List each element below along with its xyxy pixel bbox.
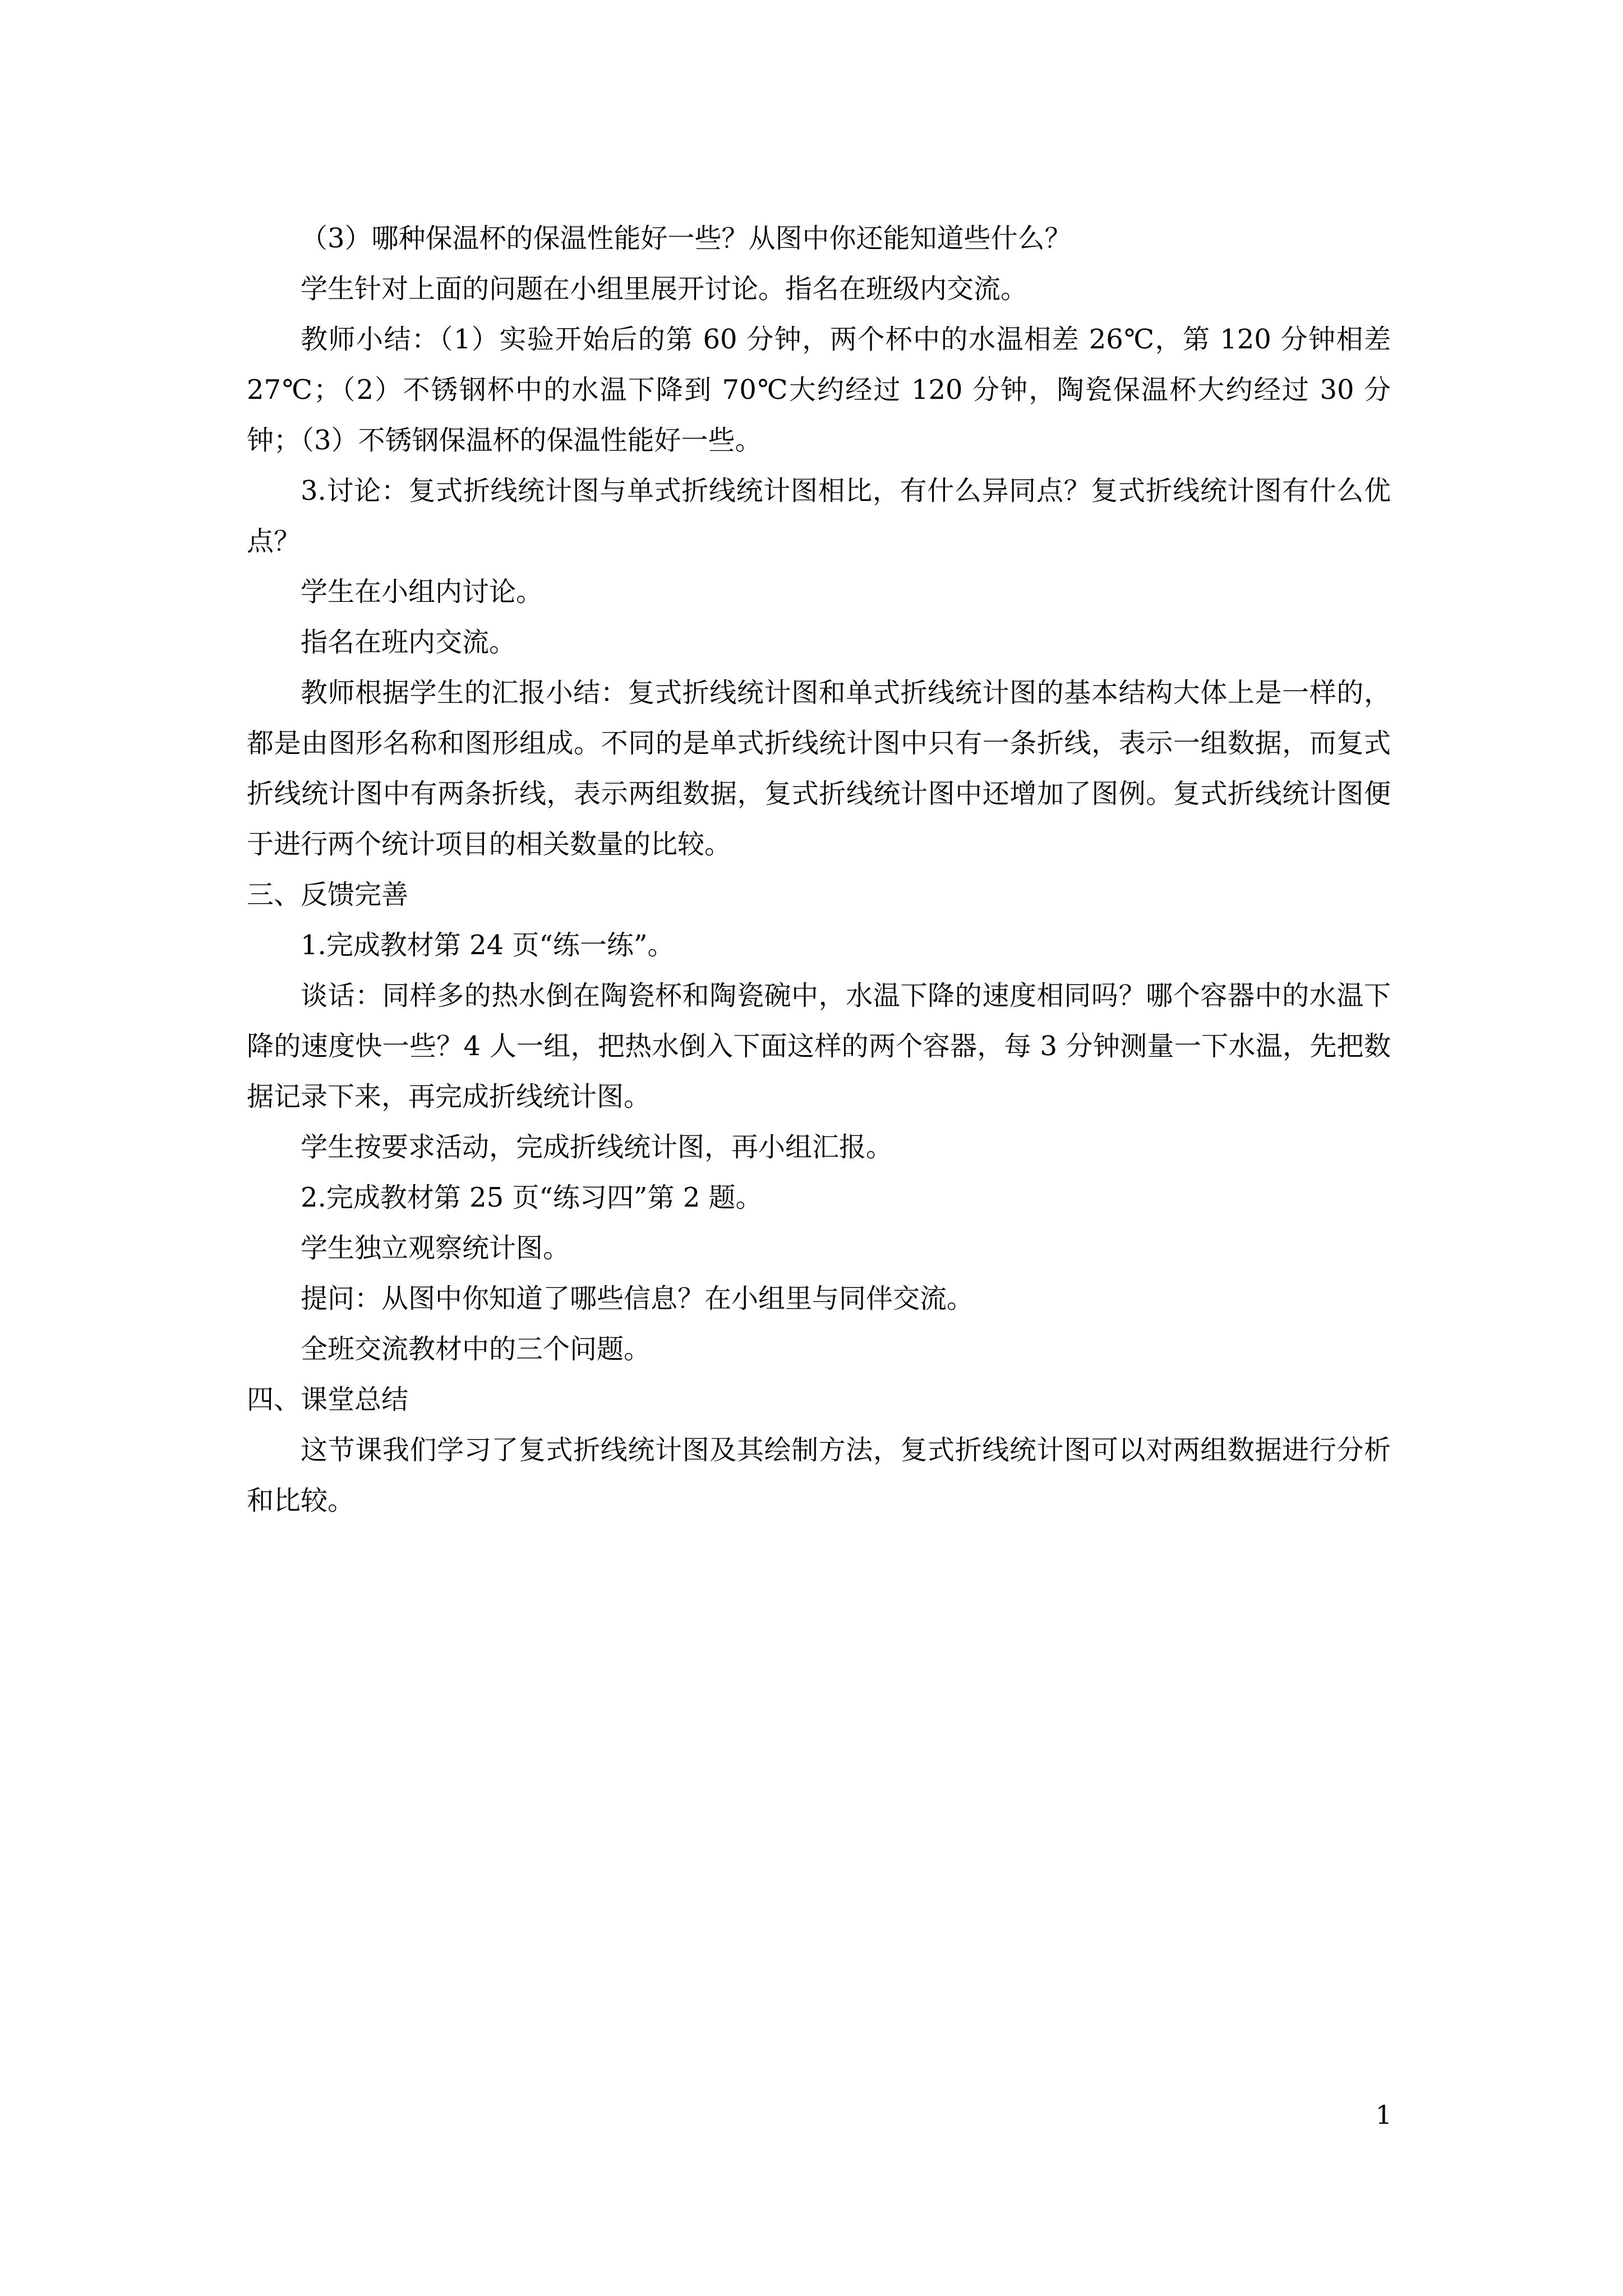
section-heading-feedback: 三、反馈完善 xyxy=(247,879,409,910)
paragraph-conversation: 谈话：同样多的热水倒在陶瓷杯和陶瓷碗中，水温下降的速度相同吗？哪个容器中的水温下降的速度快一些？4 人一组，把热水倒入下面这样的两个容器，每 3 分钟测量一下水温，先把数据记录下来，再完成折线统计图。 xyxy=(247,980,1391,1112)
document-body xyxy=(247,213,1391,1526)
paragraph-question: 提问：从图中你知道了哪些信息？在小组里与同伴交流。 xyxy=(301,1283,974,1314)
paragraph-student-discuss: 学生在小组内讨论。 xyxy=(301,576,543,608)
paragraph-exercise-1: 1.完成教材第 24 页“练一练”。 xyxy=(301,930,675,961)
paragraph-observe: 学生独立观察统计图。 xyxy=(301,1232,570,1264)
paragraph-exercise-2: 2.完成教材第 25 页“练习四”第 2 题。 xyxy=(301,1182,763,1213)
paragraph-class-share: 指名在班内交流。 xyxy=(301,627,517,658)
paragraph-discussion-3: 3.讨论：复式折线统计图与单式折线统计图相比，有什么异同点？复式折线统计图有什么优点？ xyxy=(247,475,1391,557)
paragraph-question-3: （3）哪种保温杯的保温性能好一些？从图中你还能知道些什么？ xyxy=(301,223,1072,254)
paragraph-lesson-summary: 这节课我们学习了复式折线统计图及其绘制方法，复式折线统计图可以对两组数据进行分析和比较。 xyxy=(247,1434,1391,1516)
paragraph-activity: 学生按要求活动，完成折线统计图，再小组汇报。 xyxy=(301,1131,893,1163)
page-number: 1 xyxy=(1375,2100,1392,2130)
paragraph-class-exchange: 全班交流教材中的三个问题。 xyxy=(301,1333,651,1365)
paragraph-teacher-summary: 教师小结：（1）实验开始后的第 60 分钟，两个杯中的水温相差 26℃，第 120 分钟相差 27℃；（2）不锈钢杯中的水温下降到 70℃大约经过 120 分钟，陶瓷保温杯大约经过 30 分钟；（3）不锈钢保温杯的保温性能好一些。 xyxy=(247,324,1391,456)
section-heading-summary: 四、课堂总结 xyxy=(247,1384,409,1415)
paragraph-group-discussion: 学生针对上面的问题在小组里展开讨论。指名在班级内交流。 xyxy=(301,273,1028,305)
paragraph-teacher-conclusion: 教师根据学生的汇报小结：复式折线统计图和单式折线统计图的基本结构大体上是一样的，都是由图形名称和图形组成。不同的是单式折线统计图中只有一条折线，表示一组数据，而复式折线统计图中有两条折线，表示两组数据，复式折线统计图中还增加了图例。复式折线统计图便于进行两个统计项目的相关数量的比较。 xyxy=(247,677,1391,860)
